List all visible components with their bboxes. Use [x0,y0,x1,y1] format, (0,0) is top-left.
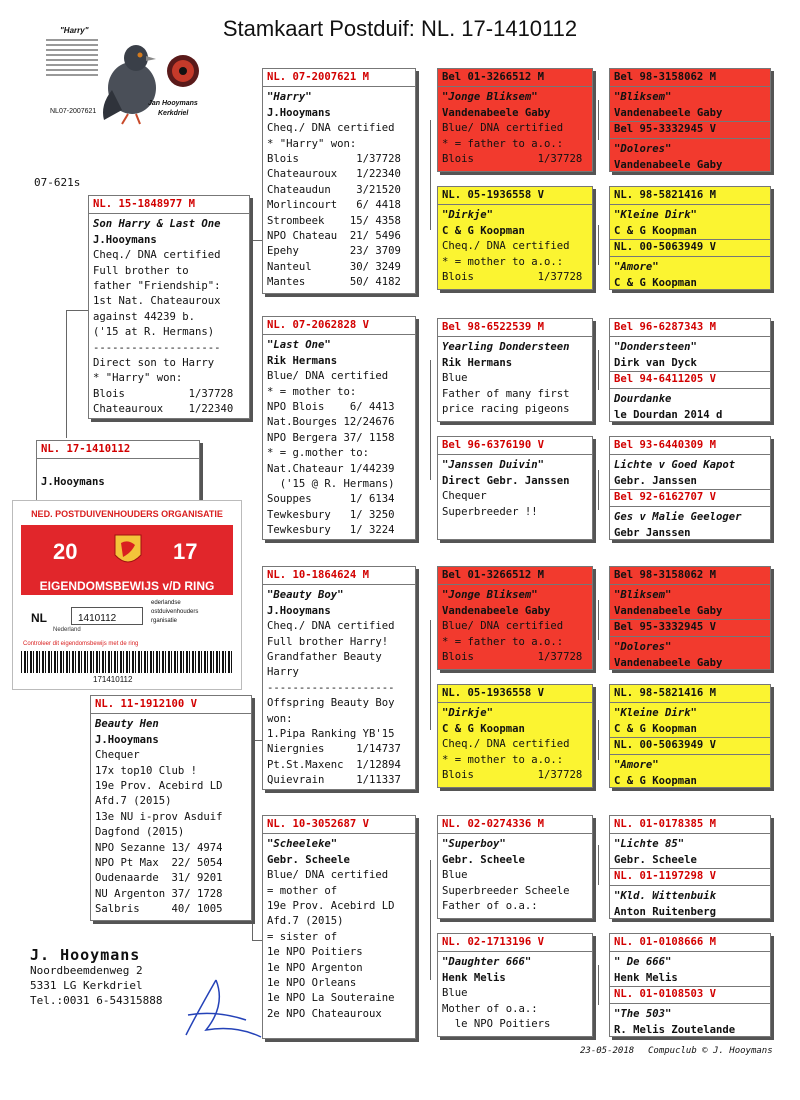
dam-owner: J.Hooymans [95,733,159,746]
g4-ring: Bel 96-6287343 M [610,319,770,337]
cert-barcode-number: 171410112 [93,675,133,684]
ggp-line: Mother of o.a.: [442,1002,538,1015]
gp3-line: -------------------- [267,681,395,694]
connector [252,740,253,940]
grandsire-maternal-card [262,566,416,790]
g4-owner: C & G Koopman [614,774,697,787]
gp4-line: = mother of [267,884,338,897]
gp4-line: 2e NPO Chateauroux [267,1007,382,1020]
connector [598,845,599,885]
connector [430,860,431,980]
g4-ring: Bel 94-6411205 V [610,371,770,389]
dam-card [90,695,252,921]
connector [598,470,599,510]
g4-name: "Kleine Dirk" [614,707,697,720]
gp4-line: 19e Prov. Acebird LD [267,900,395,913]
dam-line: Salbris 40/ 1005 [95,903,223,916]
connector [66,310,67,438]
photo-place: Kerkdriel [158,110,189,117]
photo-ring: NL07-2007621 [50,108,97,115]
dam-line: Dagfond (2015) [95,826,185,839]
ownership-certificate [12,500,242,690]
gp3-line: 1.Pipa Ranking YB'15 [267,728,395,741]
ggp-name: Yearling Dondersteen [442,341,570,354]
ggp-line: Blois 1/37728 [442,271,583,284]
gp2-name: "Last One" [267,339,331,352]
ggp-card [437,186,593,290]
g4-ring: NL. 01-1197298 V [610,868,770,886]
g4-ring: NL. 00-5063949 V [610,737,770,755]
footer-credit: Compuclub © J. Hooymans [648,1046,773,1056]
ggp-line: Father of o.a.: [442,900,538,913]
g4-owner: C & G Koopman [614,722,697,735]
g4-owner: Vandenabeele Gaby [614,158,723,171]
gp2-line: Blue/ DNA certified [267,370,389,383]
ggp-name: "Janssen Duivin" [442,459,545,472]
gp1-line: Cheq./ DNA certified [267,122,395,135]
sire-card [88,195,250,419]
grandsire-paternal-card [262,68,416,294]
dam-line: NPO Pt Max 22/ 5054 [95,857,223,870]
sire-line: -------------------- [93,341,221,354]
connector [252,240,253,310]
connector [430,360,431,480]
ggp-line: * = mother to a.o.: [442,753,564,766]
ggp-line: Blue [442,869,468,882]
cert-np-o: rganisatie [151,618,178,624]
gp2-line: Souppes 1/ 6134 [267,493,395,506]
gp3-line: Niergnies 1/14737 [267,743,401,756]
ggp-card [437,68,593,172]
ggp-line: Blue/ DNA certified [442,122,564,135]
g4-ring: NL. 01-0178385 M [610,816,770,834]
connector [598,720,599,760]
connector [66,310,88,311]
cert-country: NL [31,611,47,625]
g4-owner: Anton Ruitenberg [614,905,717,918]
dam-line: 19e Prov. Acebird LD [95,780,223,793]
gp2-line: Tewkesbury 1/ 3224 [267,524,395,537]
gp1-line: * "Harry" won: [267,137,357,150]
g4-owner: Vandenabeele Gaby [614,106,723,119]
gp4-line: 1e NPO La Souteraine [267,992,395,1005]
dam-line: NU Argenton 37/ 1728 [95,887,223,900]
ggp-line: Superbreeder Scheele [442,884,570,897]
connector [598,100,599,140]
ggp-line: Cheq./ DNA certified [442,738,570,751]
granddam-maternal-card [262,815,416,1039]
g4-owner: C & G Koopman [614,276,697,289]
g4-owner: Gebr. Scheele [614,853,697,866]
sire-ring: NL. 15-1848977 M [89,196,249,214]
gp1-line: Mantes 50/ 4182 [267,276,401,289]
gp4-line: = sister of [267,930,338,943]
ggp-owner: Direct Gebr. Janssen [442,474,570,487]
ggp-line: Superbreeder !! [442,505,538,518]
g4-name: "Dondersteen" [614,341,697,354]
sire-line: Chateauroux 1/22340 [93,403,234,416]
ggp-line: Blue [442,372,468,385]
connector [598,350,599,390]
sire-line: Blois 1/37728 [93,387,234,400]
ggp-line: Father of many first [442,387,570,400]
gp2-line: Nat.Chateaur 1/44239 [267,462,395,475]
cert-note: Controleer dit eigendomsbewijs met de ring [23,641,139,647]
sire-line: Direct son to Harry [93,357,215,370]
sire-line: ('15 at R. Hermans) [93,326,215,339]
cert-year-right: 17 [173,539,198,564]
gp4-name: "Scheeleke" [267,838,338,851]
gp1-line: Epehy 23/ 3709 [267,245,401,258]
ggp-line: * = father to a.o.: [442,635,564,648]
ggp-line: Blois 1/37728 [442,153,583,166]
g4-name: "Kld. Wittenbuik [614,890,717,903]
g4-name: "Bliksem" [614,589,672,602]
gp1-line: Strombeek 15/ 4358 [267,214,401,227]
g4-name: "Bliksem" [614,91,672,104]
g4-name: "Dolores" [614,641,672,654]
ggp-name: "Jonge Bliksem" [442,589,538,602]
gp3-ring: NL. 10-1864624 M [263,567,415,585]
g4-name: " De 666" [614,956,672,969]
gp4-line: 1e NPO Orleans [267,977,357,990]
g4-owner: Henk Melis [614,971,678,984]
gp1-line: Morlincourt 6/ 4418 [267,199,401,212]
ggp-owner: C & G Koopman [442,224,525,237]
ggp-ring: Bel 98-6522539 M [438,319,592,337]
ggp-card [437,436,593,540]
dam-line: 13e NU i-prov Asduif [95,810,223,823]
ggp-ring: Bel 01-3266512 M [438,567,592,585]
sire-line: * "Harry" won: [93,372,183,385]
connector [252,240,262,241]
gp2-line: NPO Blois 6/ 4413 [267,401,395,414]
ggp-name: "Dirkje" [442,707,494,720]
g4-ring: NL. 01-0108503 V [610,986,770,1004]
connector [598,965,599,1005]
cert-np-labels [151,599,198,626]
ggp-card [437,566,593,670]
gp1-name: "Harry" [267,91,312,104]
gp4-line: 1e NPO Argenton [267,961,363,974]
g4-ring: NL. 01-0108666 M [610,934,770,952]
gp3-line: won: [267,712,293,725]
granddam-paternal-card [262,316,416,540]
breeder-city: 5331 LG Kerkdriel [30,979,143,992]
gp1-line: Chateaudun 3/21520 [267,183,401,196]
ggp-ring: Bel 01-3266512 M [438,69,592,87]
cert-number-field [71,607,143,625]
g4-pair-card [609,318,771,422]
breeder-street: Noordbeemdenweg 2 [30,964,143,977]
g4-name: "Amore" [614,759,659,772]
gp3-line: Offspring Beauty Boy [267,697,395,710]
gp3-owner: J.Hooymans [267,604,331,617]
connector [252,940,262,941]
ggp-line: Blois 1/37728 [442,651,583,664]
photo-owner: Jan Hooymans [148,100,198,107]
dam-line: Afd.7 (2015) [95,795,172,808]
ggp-line: price racing pigeons [442,403,570,416]
gp4-ring: NL. 10-3052687 V [263,816,415,834]
ggp-name: "Superboy" [442,838,506,851]
ggp-line: Blue/ DNA certified [442,620,564,633]
connector [598,600,599,640]
ggp-card [437,684,593,788]
gp2-line: Tewkesbury 1/ 3250 [267,508,395,521]
cert-year-left: 20 [53,539,78,564]
gp1-line: Nanteul 30/ 3249 [267,260,401,273]
cert-np-n: ederlandse [151,600,181,606]
gp1-line: Chateauroux 1/22340 [267,168,401,181]
ggp-owner: Gebr. Scheele [442,853,525,866]
connector [430,120,431,230]
cert-banner: EIGENDOMSBEWIJS v/D RING [21,577,233,595]
ggp-card [437,318,593,422]
ggp-owner: Vandenabeele Gaby [442,106,551,119]
g4-owner: Vandenabeele Gaby [614,604,723,617]
side-code: 07-621s [34,176,81,189]
g4-pair-card [609,566,771,670]
ggp-line: le NPO Poitiers [442,1018,551,1031]
g4-name: "Amore" [614,261,659,274]
footer-date: 23-05-2018 [580,1046,635,1056]
g4-pair-card [609,933,771,1037]
g4-owner: Gebr. Janssen [614,474,697,487]
g4-name: Lichte v Goed Kapot [614,459,736,472]
ggp-ring: NL. 02-1713196 V [438,934,592,952]
ggp-card [437,933,593,1037]
g4-name: "Lichte 85" [614,838,685,851]
gp2-line: ('15 @ R. Hermans) [267,478,395,491]
g4-name: "Dolores" [614,143,672,156]
gp3-line: Grandfather Beauty [267,651,382,664]
g4-pair-card [609,815,771,919]
dam-line: Oudenaarde 31/ 9201 [95,872,223,885]
g4-pair-card [609,436,771,540]
gp1-owner: J.Hooymans [267,106,331,119]
pigeon-eye-image [166,54,200,88]
g4-ring: Bel 92-6162707 V [610,489,770,507]
g4-name: Ges v Malie Geeloger [614,511,742,524]
ggp-ring: NL. 05-1936558 V [438,685,592,703]
cert-np-p: ostduivenhouders [151,609,199,615]
dam-line: Chequer [95,749,140,762]
gp4-owner: Gebr. Scheele [267,853,350,866]
gp1-line: Blois 1/37728 [267,153,401,166]
ggp-line: Blois 1/37728 [442,769,583,782]
gp3-name: "Beauty Boy" [267,589,344,602]
cert-number: 1410112 [78,613,117,624]
g4-pair-card [609,684,771,788]
gp1-ring: NL. 07-2007621 M [263,69,415,87]
connector [430,620,431,730]
g4-pair-card [609,186,771,290]
sire-owner: J.Hooymans [93,233,157,246]
breeder-phone: Tel.:0031 6-54315888 [30,994,163,1007]
pigeon-photo-card [40,24,200,136]
ggp-owner: C & G Koopman [442,722,525,735]
sire-line: against 44239 b. [93,310,196,323]
sire-line: Cheq./ DNA certified [93,249,221,262]
photo-results-list [46,36,98,86]
g4-owner: le Dourdan 2014 d [614,408,723,421]
page-title: Stamkaart Postduif: NL. 17-1410112 [222,16,578,41]
ggp-line: * = father to a.o.: [442,137,564,150]
g4-pair-card [609,68,771,172]
gp3-line: Harry [267,666,299,679]
ggp-name: "Jonge Bliksem" [442,91,538,104]
breeder-name: J. Hooymans [30,946,141,964]
g4-name: Dourdanke [614,393,672,406]
gp2-line: NPO Bergera 37/ 1158 [267,431,395,444]
gp1-line: NPO Chateau 21/ 5496 [267,230,401,243]
connector [252,740,262,741]
gp2-ring: NL. 07-2062828 V [263,317,415,335]
subject-card [36,440,200,502]
breeder-address [30,948,162,1008]
lion-emblem-icon [113,533,143,569]
ggp-owner: Henk Melis [442,971,506,984]
gp2-line: * = g.mother to: [267,447,370,460]
gp4-line: 1e NPO Poitiers [267,946,363,959]
subject-ring: NL. 17-1410112 [37,441,199,459]
ggp-card [437,815,593,919]
g4-ring: NL. 98-5821416 M [610,685,770,703]
cert-nl-label: Nederland [53,627,81,633]
subject-owner: J.Hooymans [41,476,105,489]
g4-ring: Bel 93-6440309 M [610,437,770,455]
g4-owner: C & G Koopman [614,224,697,237]
gp2-owner: Rik Hermans [267,354,338,367]
g4-owner: R. Melis Zoutelande [614,1023,736,1036]
photo-pigeon-name: "Harry" [60,26,89,35]
ggp-name: "Dirkje" [442,209,494,222]
ggp-ring: Bel 96-6376190 V [438,437,592,455]
g4-ring: Bel 95-3332945 V [610,121,770,139]
ggp-owner: Rik Hermans [442,356,513,369]
ggp-line: Cheq./ DNA certified [442,240,570,253]
gp2-line: Nat.Bourges 12/24676 [267,416,395,429]
dam-ring: NL. 11-1912100 V [91,696,251,714]
dam-line: NPO Sezanne 13/ 4974 [95,841,223,854]
dam-line: 17x top10 Club ! [95,764,198,777]
g4-ring: Bel 98-3158062 M [610,69,770,87]
sire-line: Full brother to [93,264,189,277]
g4-ring: NL. 00-5063949 V [610,239,770,257]
sire-line: 1st Nat. Chateauroux [93,295,221,308]
dam-name: Beauty Hen [95,718,159,731]
gp2-line: * = mother to: [267,385,357,398]
g4-ring: Bel 95-3332945 V [610,619,770,637]
ggp-line: Chequer [442,490,487,503]
g4-owner: Vandenabeele Gaby [614,656,723,669]
g4-name: "Kleine Dirk" [614,209,697,222]
gp3-line: Quievrain 1/11337 [267,774,401,787]
ggp-name: "Daughter 666" [442,956,532,969]
gp3-line: Cheq./ DNA certified [267,620,395,633]
g4-ring: Bel 98-3158062 M [610,567,770,585]
ggp-owner: Vandenabeele Gaby [442,604,551,617]
ggp-line: * = mother to a.o.: [442,255,564,268]
g4-ring: NL. 98-5821416 M [610,187,770,205]
g4-owner: Gebr Janssen [614,526,691,539]
ggp-ring: NL. 02-0274336 M [438,816,592,834]
gp4-line: Afd.7 (2015) [267,915,344,928]
gp3-line: Pt.St.Maxenc 1/12894 [267,758,401,771]
cert-org: NED. POSTDUIVENHOUDERS ORGANISATIE [31,509,223,519]
cert-barcode [21,651,233,673]
gp3-line: Full brother Harry! [267,635,389,648]
gp4-line: Blue/ DNA certified [267,869,389,882]
g4-owner: Dirk van Dyck [614,356,697,369]
g4-name: "The 503" [614,1008,672,1021]
sire-line: father "Friendship": [93,280,221,293]
signature-image [176,975,266,1045]
ggp-line: Blue [442,987,468,1000]
ggp-ring: NL. 05-1936558 V [438,187,592,205]
connector [598,225,599,265]
sire-name: Son Harry & Last One [93,218,221,231]
